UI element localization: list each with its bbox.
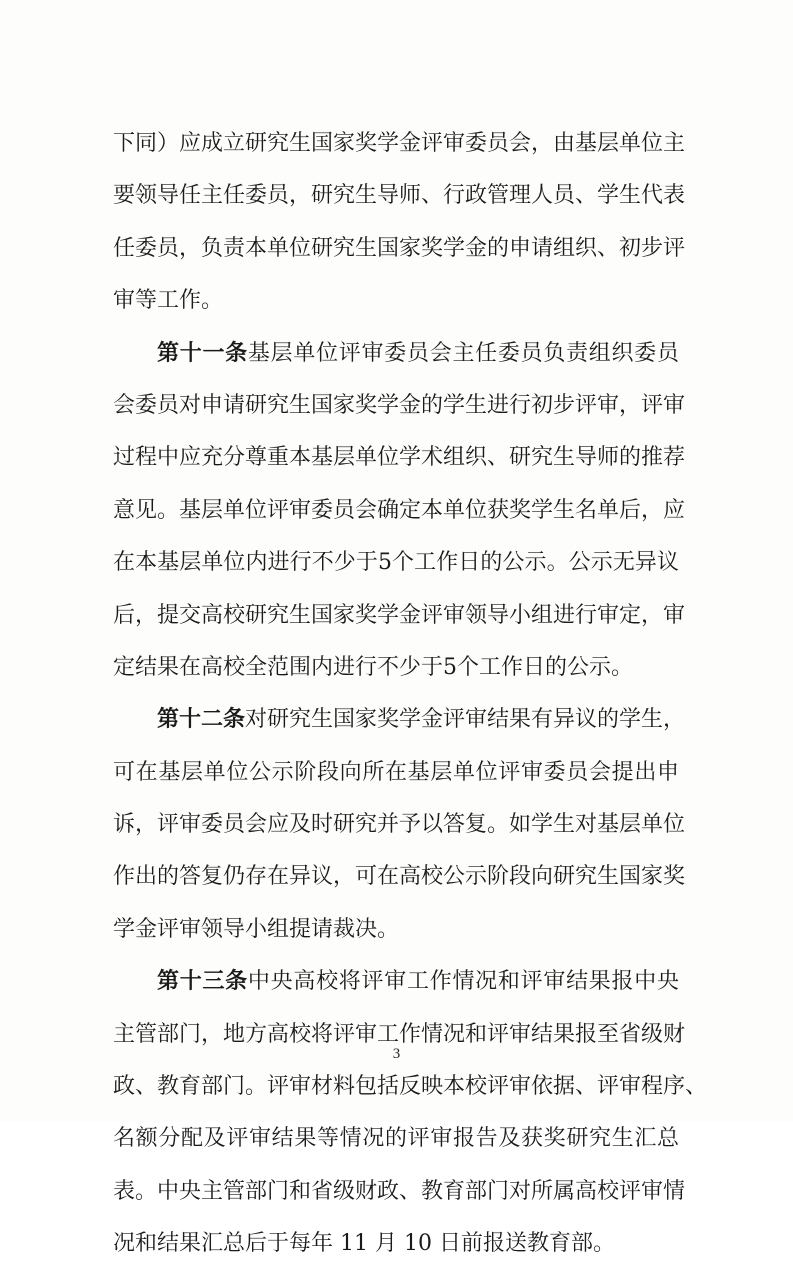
text-line: 审等工作。 xyxy=(113,288,224,314)
article-heading: 第十一条 xyxy=(157,340,248,366)
text-line: 作出的答复仍存在异议，可在高校公示阶段向研究生国家奖 xyxy=(113,864,686,890)
article-12 xyxy=(113,694,686,956)
article-first-line xyxy=(113,328,679,380)
text-line: 学金评审领导小组提请裁决。 xyxy=(113,916,400,942)
article-heading: 第十二条 xyxy=(157,707,246,733)
document-body xyxy=(113,118,708,1271)
text-line: 会委员对申请研究生国家奖学金的学生进行初步评审，评审 xyxy=(113,392,686,418)
article-first-line xyxy=(113,694,686,746)
article-text: 中央高校将评审工作情况和评审结果报中央 xyxy=(247,969,679,995)
article-11 xyxy=(113,328,686,695)
text-line: 在本基层单位内进行不少于5个工作日的公示。公示无异议 xyxy=(113,550,679,576)
text-line: 政、教育部门。评审材料包括反映本校评审依据、评审程序、 xyxy=(113,1074,708,1100)
article-13 xyxy=(113,956,708,1270)
article-text: 基层单位评审委员会主任委员负责组织委员 xyxy=(247,340,679,366)
text-line: 可在基层单位公示阶段向所在基层单位评审委员会提出申 xyxy=(113,759,679,785)
text-line: 诉，评审委员会应及时研究并予以答复。如学生对基层单位 xyxy=(113,812,686,838)
text-line: 后，提交高校研究生国家奖学金评审领导小组进行审定，审 xyxy=(113,602,686,628)
page-number: 3 xyxy=(392,1046,401,1062)
text-line: 意见。基层单位评审委员会确定本单位获奖学生名单后，应 xyxy=(113,497,686,523)
article-first-line xyxy=(113,956,679,1008)
article-heading: 第十三条 xyxy=(157,969,248,995)
text-line: 要领导任主任委员，研究生导师、行政管理人员、学生代表 xyxy=(113,183,686,209)
text-line: 表。中央主管部门和省级财政、教育部门对所属高校评审情 xyxy=(113,1178,686,1204)
text-line: 况和结果汇总后于每年 11 月 10 日前报送教育部。 xyxy=(113,1231,615,1257)
text-line: 任委员，负责本单位研究生国家奖学金的申请组织、初步评 xyxy=(113,235,686,261)
paragraph-continuation xyxy=(113,118,686,328)
article-text: 对研究生国家奖学金评审结果有异议的学生， xyxy=(245,707,686,733)
text-line: 主管部门，地方高校将评审工作情况和评审结果报至省级财 xyxy=(113,1021,686,1047)
text-line: 过程中应充分尊重本基层单位学术组织、研究生导师的推荐 xyxy=(113,445,686,471)
text-line: 下同）应成立研究生国家奖学金评审委员会，由基层单位主 xyxy=(113,131,686,156)
text-line: 名额分配及评审结果等情况的评审报告及获奖研究生汇总 xyxy=(113,1126,679,1152)
text-line: 定结果在高校全范围内进行不少于5个工作日的公示。 xyxy=(113,654,633,680)
